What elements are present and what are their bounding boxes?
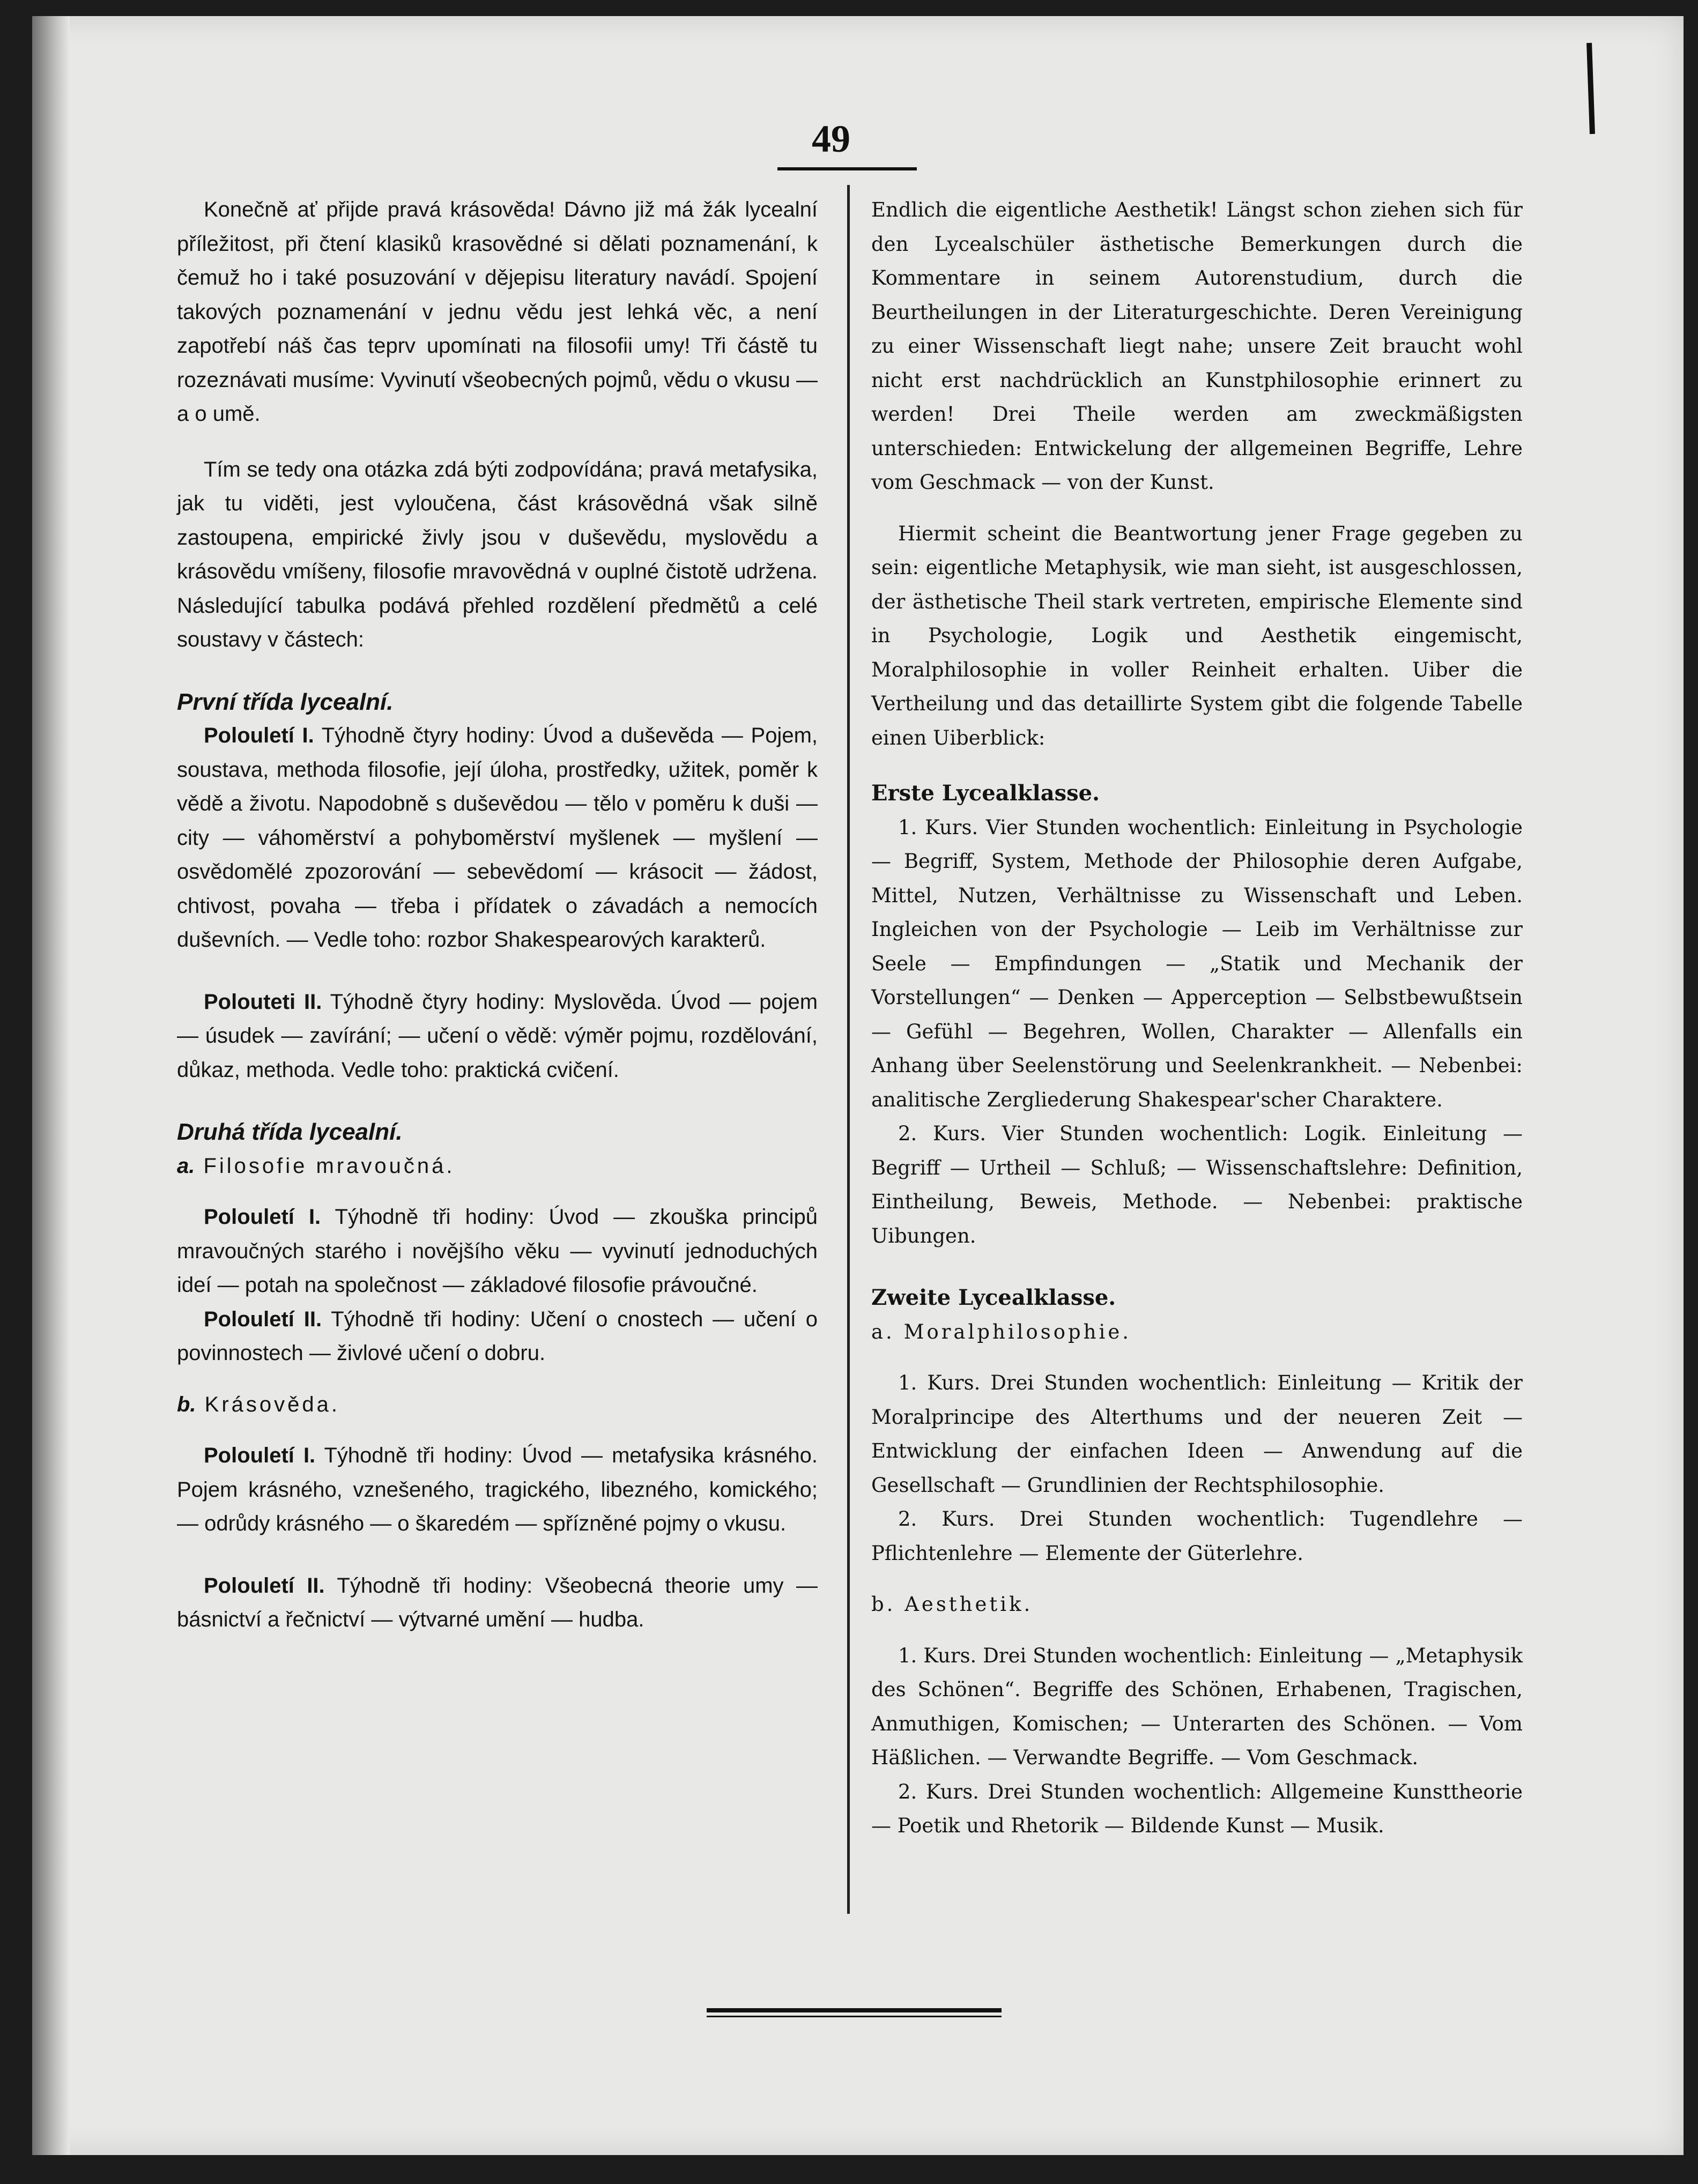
subsection-letter: a. bbox=[177, 1154, 195, 1178]
subsection-heading-aesthetics bbox=[177, 1388, 818, 1422]
course-text: Týhodně tři hodiny: Úvod — metafysika krásného. Pojem krásného, vznešeného, tragického, libezného, komického; — odrůdy krásného — o škaredém — spřízněné pojmy o vkusu. bbox=[177, 1444, 818, 1535]
course-label: 2. Kurs. bbox=[898, 1122, 987, 1145]
section-heading-first-class: První třída lycealní. bbox=[177, 688, 394, 715]
column-divider bbox=[847, 185, 850, 1914]
section-heading-second-class: Zweite Lycealklasse. bbox=[871, 1285, 1116, 1310]
course-paragraph bbox=[177, 985, 818, 1088]
semester-label: Polouletí II. bbox=[204, 1307, 322, 1331]
subsection-letter: b. bbox=[177, 1392, 196, 1416]
course-paragraph bbox=[871, 1366, 1523, 1502]
page-number-underline bbox=[777, 167, 917, 170]
course-text: Drei Stunden wochentlich: Einleitung — „Metaphysik des Schönen“. Begriffe des Schönen, Erhabenen, Tragischen, Anmuthigen, Komischen; — Unterarten des Schönen. — Vom Häßlichen. — Verwandte Begriffe. — Vom Geschmack. bbox=[871, 1644, 1523, 1769]
course-paragraph bbox=[871, 1775, 1523, 1843]
course-paragraph bbox=[177, 719, 818, 957]
semester-label: Polouteti II. bbox=[204, 990, 322, 1014]
summary-paragraph: Tím se tedy ona otázka zdá býti zodpovídána; pravá metafysika, jak tu viděti, jest vyloučena, část krásovědná však silně zastoupena, empirické živly jsou v duševědu, myslovědu a krásovědu vmíšeny, filosofie mravovědná v ouplné čistotě udržena. Následující tabulka podává přehled rozdělení předmětů a celé soustavy v částech: bbox=[177, 457, 818, 651]
course-text: Týhodně čtyry hodiny: Myslověda. Úvod — pojem — úsudek — zavírání; — učení o vědě: výměr pojmu, rozdělování, důkaz, methoda. Vedle toho: praktická cvičení. bbox=[177, 990, 818, 1082]
section-heading-first-class: Erste Lycealklasse. bbox=[871, 781, 1100, 806]
semester-label: Polouletí I. bbox=[204, 1444, 316, 1467]
course-paragraph bbox=[177, 1303, 818, 1371]
course-text: Týhodně tři hodiny: Učení o cnostech — učení o povinnostech — živlové učení o dobru. bbox=[177, 1307, 818, 1365]
subsection-heading-moral: a. Moralphilosophie. bbox=[871, 1320, 1132, 1343]
course-label: 2. Kurs. bbox=[898, 1507, 995, 1531]
course-text: Týhodně tři hodiny: Úvod — zkouška principů mravoučných starého i novějšího věku — vyvinutí jednoduchých ideí — potah na společnost — základové filosofie právoučné. bbox=[177, 1205, 818, 1297]
course-paragraph bbox=[871, 1117, 1523, 1253]
page-number: 49 bbox=[812, 117, 850, 160]
course-label: 1. Kurs. bbox=[898, 1644, 977, 1667]
section-heading-second-class: Druhá třída lycealní. bbox=[177, 1119, 403, 1145]
semester-label: Polouletí I. bbox=[204, 724, 314, 747]
course-paragraph bbox=[177, 1200, 818, 1303]
course-paragraph bbox=[177, 1569, 818, 1637]
czech-column bbox=[177, 193, 818, 1637]
course-text: Drei Stunden wochentlich: Einleitung — Kritik der Moralprincipe des Alterthums und der neueren Zeit — Entwicklung der einfachen Ideen — Anwendung auf die Gesellschaft — Grundlinien der Rechtsphilosophie. bbox=[871, 1371, 1523, 1497]
summary-paragraph: Hiermit scheint die Beantwortung jener Frage gegeben zu sein: eigentliche Metaphysik, wie man sieht, ist ausgeschlossen, der ästhetische Theil stark vertreten, empirische Elemente sind in Psychologie, Logik und Aesthetik eingemischt, Moralphilosophie in voller Reinheit erhalten. Uiber die Vertheilung und das detaillirte System gibt die folgende Tabelle einen Uiberblick: bbox=[871, 522, 1523, 749]
course-paragraph bbox=[871, 1502, 1523, 1570]
course-paragraph bbox=[871, 811, 1523, 1117]
subsection-heading-moral bbox=[177, 1149, 818, 1184]
course-text: Drei Stunden wochentlich: Allgemeine Kunsttheorie — Poetik und Rhetorik — Bildende Kunst — Musik. bbox=[871, 1780, 1523, 1837]
end-rule bbox=[707, 2008, 1002, 2012]
course-paragraph bbox=[871, 1639, 1523, 1775]
course-text: Vier Stunden wochentlich: Logik. Einleitung — Begriff — Urtheil — Schluß; — Wissenschaftslehre: Definition, Eintheilung, Beweis, Methode. — Nebenbei: praktische Uibungen. bbox=[871, 1122, 1523, 1247]
subsection-heading-aesthetics: b. Aesthetik. bbox=[871, 1593, 1033, 1616]
subsection-title: Krásověda. bbox=[196, 1392, 340, 1416]
course-text: Drei Stunden wochentlich: Tugendlehre — Pflichtenlehre — Elemente der Güterlehre. bbox=[871, 1507, 1523, 1565]
german-column bbox=[871, 193, 1523, 1843]
semester-label: Polouletí II. bbox=[204, 1573, 325, 1598]
course-paragraph bbox=[177, 1439, 818, 1541]
intro-paragraph: Konečně ať přijde pravá krásověda! Dávno již má žák lycealní příležitost, při čtení klasiků krasovědné si dělati poznamenání, k čemuž ho i také posuzování v dějepisu literatury navádí. Spojení takových poznamenání v jednu vědu jest lehká věc, a není zapotřebí náš čas teprv upomínati na filosofii umy! Tři částě tu rozeznávati musíme: Vyvinutí všeobecných pojmů, vědu o vkusu — a o umě. bbox=[177, 198, 818, 426]
book-gutter bbox=[32, 16, 70, 2155]
course-text: Týhodně tři hodiny: Všeobecná theorie umy — básnictví a řečnictví — výtvarné umění — hudba. bbox=[177, 1573, 818, 1631]
course-label: 2. Kurs. bbox=[898, 1780, 979, 1803]
semester-label: Polouletí I. bbox=[204, 1205, 321, 1229]
course-label: 1. Kurs. bbox=[898, 815, 978, 839]
subsection-title: Filosofie mravoučná. bbox=[195, 1154, 455, 1178]
intro-paragraph: Endlich die eigentliche Aesthetik! Längst schon ziehen sich für den Lycealschüler ästhetische Bemerkungen durch die Kommentare in seinem Autorenstudium, durch die Beurtheilungen in der Literaturgeschichte. Deren Vereinigung zu einer Wissenschaft liegt nahe; unsere Zeit braucht wohl nicht erst nachdrücklich an Kunstphilosophie erinnert zu werden! Drei Theile werden am zweckmäßigsten unterschieden: Entwickelung der allgemeinen Begriffe, Lehre vom Geschmack — von der Kunst. bbox=[871, 198, 1523, 494]
course-text: Vier Stunden wochentlich: Einleitung in Psychologie — Begriff, System, Methode der Philosophie deren Aufgabe, Mittel, Nutzen, Verhältnisse zu Wissenschaft und Leben. Ingleichen von der Psychologie — Leib im Verhältnisse zur Seele — Empfindungen — „Statik und Mechanik der Vorstellungen“ — Denken — Apperception — Selbstbewußtsein — Gefühl — Begehren, Wollen, Charakter — Allenfalls ein Anhang über Seelenstörung und Seelenkrankheit. — Nebenbei: analitische Zergliederung Shakespear'scher Charaktere. bbox=[871, 815, 1523, 1111]
course-text: Týhodně čtyry hodiny: Úvod a duševěda — Pojem, soustava, methoda filosofie, její úloha, prostředky, užitek, poměr k vědě a životu. Napodobně s duševědou — tělo v poměru k duši — city — váhoměrství a pohyboměrství myšlenek — myšlení — osvědomělé zpozorování — sebevědomí — krásocit — žádost, chtivost, povaha — třeba i přídatek o závadách a nemocích duševních. — Vedle toho: rozbor Shakespearových karakterů. bbox=[177, 724, 818, 952]
course-label: 1. Kurs. bbox=[898, 1371, 981, 1394]
